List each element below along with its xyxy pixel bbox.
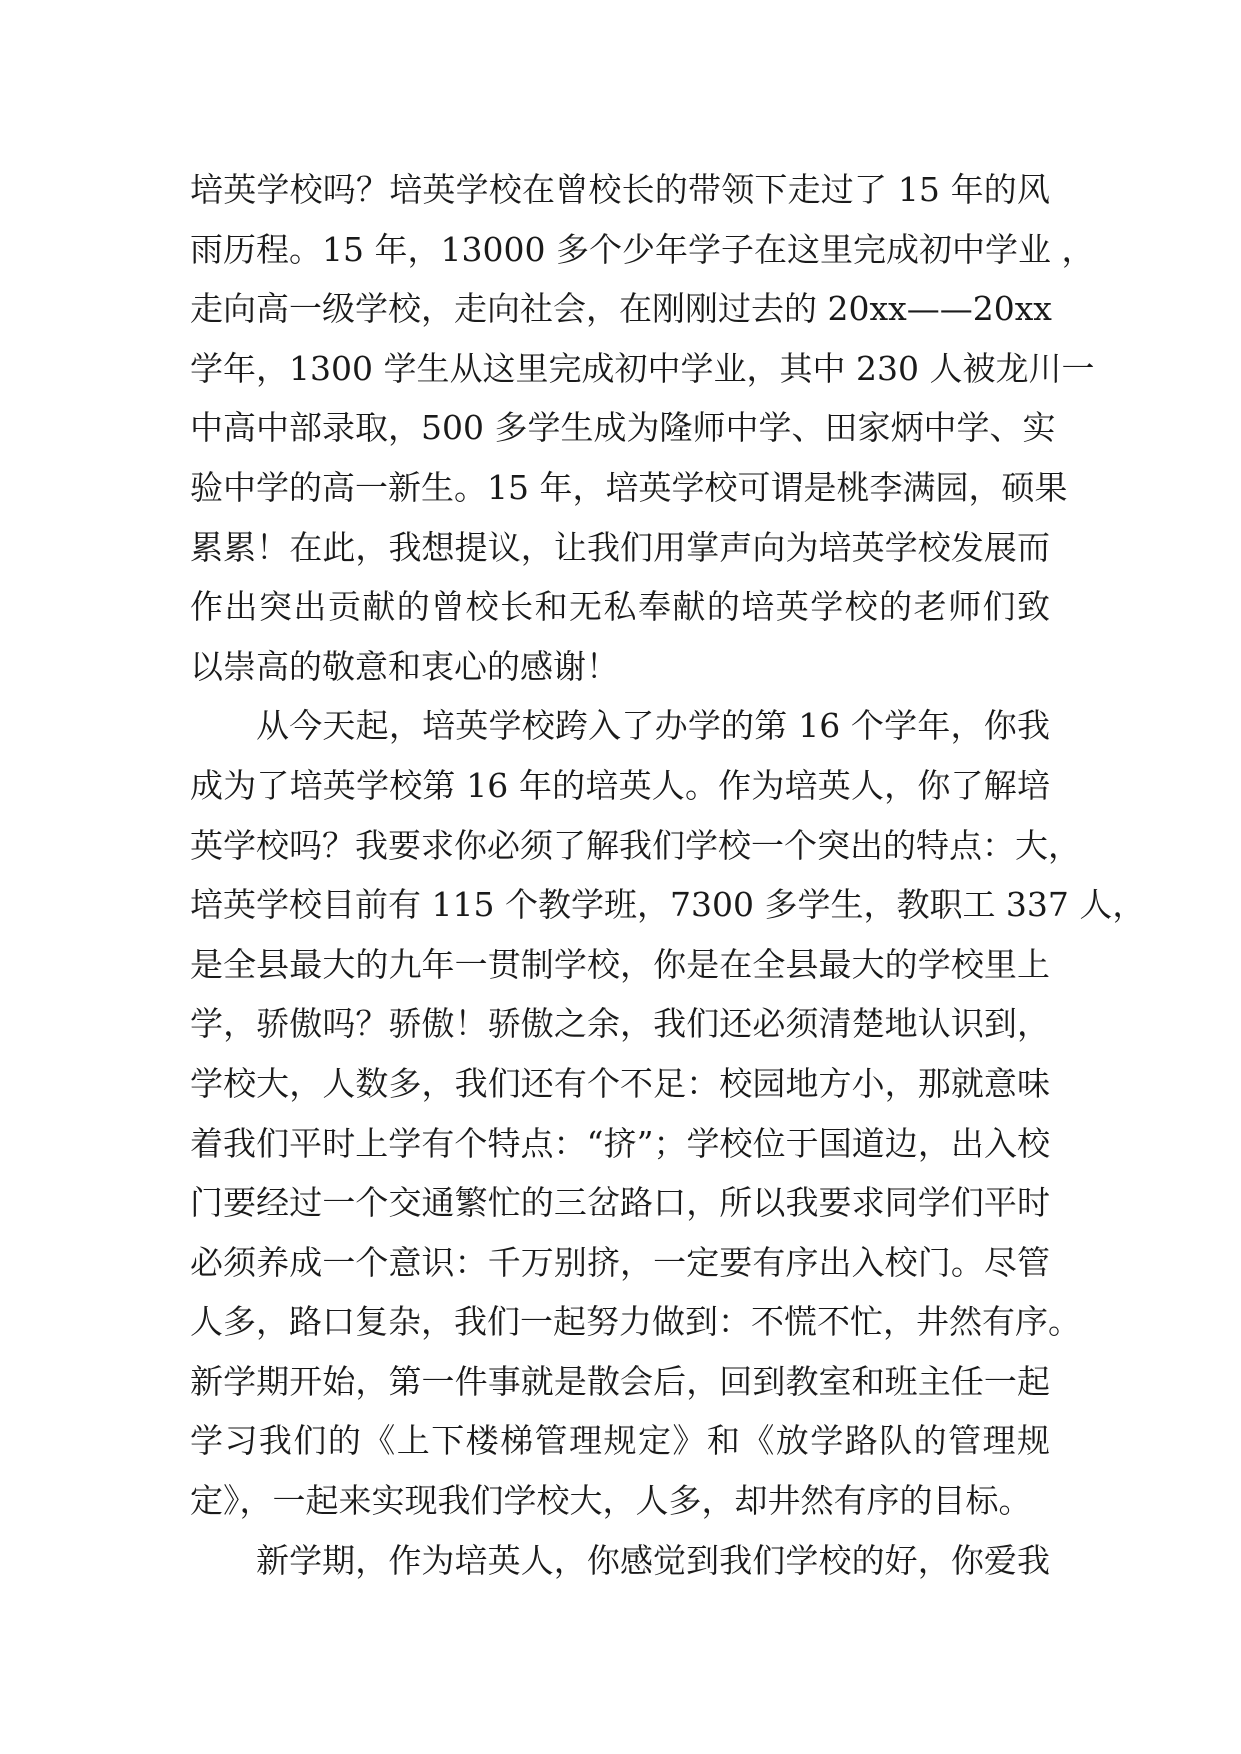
text-line: 人多，路口复杂，我们一起努力做到：不慌不忙，井然有序。 [190,1302,1081,1342]
text-line: 必须养成一个意识：千万别挤，一定要有序出入校门。尽管 [190,1242,1050,1282]
text-line: 累累！在此，我想提议，让我们用掌声向为培英学校发展而 [190,527,1050,567]
paragraph-start-line: 新学期，作为培英人，你感觉到我们学校的好，你爱我 [256,1540,1050,1580]
text-line: 学年，1300 学生从这里完成初中学业，其中 230 人被龙川一 [190,348,1095,388]
text-line: 学校大，人数多，我们还有个不足：校园地方小，那就意味 [190,1063,1050,1103]
text-line: 学，骄傲吗？骄傲！骄傲之余，我们还必须清楚地认识到， [190,1004,1050,1044]
paragraph-start-line: 从今天起，培英学校跨入了办学的第 16 个学年，你我 [256,706,1050,746]
text-line: 培英学校吗？培英学校在曾校长的带领下走过了 15 年的风 [190,170,1050,209]
body-text [190,160,1146,1590]
text-line: 培英学校目前有 115 个教学班，7300 多学生，教职工 337 人， [190,885,1146,925]
text-line: 验中学的高一新生。15 年，培英学校可谓是桃李满园，硕果 [190,467,1068,507]
text-line: 新学期开始，第一件事就是散会后，回到教室和班主任一起 [190,1361,1050,1401]
text-line: 着我们平时上学有个特点：“挤”；学校位于国道边，出入校 [190,1123,1050,1163]
text-line: 以崇高的敬意和衷心的感谢！ [190,646,619,686]
text-line: 走向高一级学校，走向社会，在刚刚过去的 20xx——20xx [190,289,1052,329]
text-line: 雨历程。15 年，13000 多个少年学子在这里完成初中学业 ， [190,229,1095,269]
text-line: 英学校吗？我要求你必须了解我们学校一个突出的特点：大， [190,825,1081,865]
text-line: 定》，一起来实现我们学校大，人多，却井然有序的目标。 [190,1481,1032,1521]
text-line: 学习我们的《上下楼梯管理规定》和《放学路队的管理规 [190,1421,1050,1461]
text-line: 是全县最大的九年一贯制学校，你是在全县最大的学校里上 [190,944,1050,984]
text-line: 作出突出贡献的曾校长和无私奉献的培英学校的老师们致 [190,587,1050,627]
text-line: 门要经过一个交通繁忙的三岔路口，所以我要求同学们平时 [190,1183,1050,1223]
text-line: 中高中部录取，500 多学生成为隆师中学、田家炳中学、实 [190,408,1056,448]
text-line: 成为了培英学校第 16 年的培英人。作为培英人，你了解培 [190,765,1050,805]
